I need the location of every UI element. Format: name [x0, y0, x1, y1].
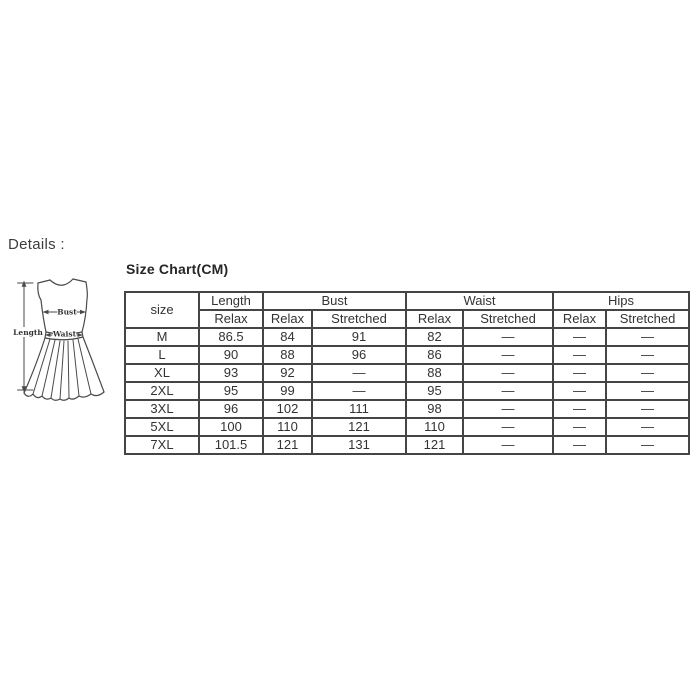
value-cell: — — [463, 346, 553, 364]
size-cell: L — [125, 346, 199, 364]
value-cell: 121 — [406, 436, 463, 454]
subheader-hips-relax: Relax — [553, 310, 606, 328]
value-cell: 84 — [263, 328, 312, 346]
value-cell: 102 — [263, 400, 312, 418]
value-cell: — — [463, 382, 553, 400]
value-cell: — — [553, 364, 606, 382]
value-cell: 86.5 — [199, 328, 263, 346]
value-cell: — — [553, 400, 606, 418]
value-cell: 96 — [199, 400, 263, 418]
value-cell: 131 — [312, 436, 406, 454]
size-chart-title: Size Chart(CM) — [126, 261, 229, 277]
value-cell: — — [553, 436, 606, 454]
table-row — [125, 364, 689, 382]
header-group-length: Length — [199, 292, 263, 310]
value-cell: 86 — [406, 346, 463, 364]
value-cell: — — [606, 328, 689, 346]
value-cell: 99 — [263, 382, 312, 400]
subheader-waist-relax: Relax — [406, 310, 463, 328]
value-cell: 92 — [263, 364, 312, 382]
table-row — [125, 400, 689, 418]
subheader-hips-stretched: Stretched — [606, 310, 689, 328]
header-group-bust: Bust — [263, 292, 406, 310]
subheader-waist-stretched: Stretched — [463, 310, 553, 328]
table-row — [125, 382, 689, 400]
waist-label: Waist — [52, 329, 77, 339]
value-cell: — — [463, 328, 553, 346]
header-size: size — [125, 292, 199, 328]
value-cell: 110 — [263, 418, 312, 436]
value-cell: 110 — [406, 418, 463, 436]
value-cell: — — [553, 346, 606, 364]
subheader-length-relax: Relax — [199, 310, 263, 328]
header-group-waist: Waist — [406, 292, 553, 310]
value-cell: — — [606, 400, 689, 418]
value-cell: — — [312, 364, 406, 382]
value-cell: — — [606, 382, 689, 400]
dress-measurement-diagram — [6, 266, 116, 401]
value-cell: 121 — [263, 436, 312, 454]
table-row — [125, 346, 689, 364]
value-cell: — — [463, 436, 553, 454]
value-cell: — — [463, 418, 553, 436]
table-row — [125, 418, 689, 436]
length-label: Length — [13, 328, 43, 337]
value-cell: 95 — [199, 382, 263, 400]
value-cell: 101.5 — [199, 436, 263, 454]
value-cell: — — [553, 328, 606, 346]
bust-label: Bust — [57, 307, 77, 317]
value-cell: — — [606, 418, 689, 436]
value-cell: 93 — [199, 364, 263, 382]
details-label: Details : — [8, 236, 65, 253]
value-cell: — — [553, 418, 606, 436]
value-cell: 121 — [312, 418, 406, 436]
size-cell: XL — [125, 364, 199, 382]
value-cell: — — [312, 382, 406, 400]
table-row — [125, 436, 689, 454]
value-cell: 82 — [406, 328, 463, 346]
value-cell: — — [463, 364, 553, 382]
value-cell: 95 — [406, 382, 463, 400]
value-cell: — — [553, 382, 606, 400]
value-cell: — — [606, 364, 689, 382]
value-cell: — — [463, 400, 553, 418]
value-cell: 98 — [406, 400, 463, 418]
size-chart-table — [124, 291, 690, 455]
value-cell: 90 — [199, 346, 263, 364]
value-cell: 88 — [263, 346, 312, 364]
dress-outline — [24, 279, 104, 400]
value-cell: 88 — [406, 364, 463, 382]
size-cell: 2XL — [125, 382, 199, 400]
header-sub-row — [125, 310, 689, 328]
size-cell: 7XL — [125, 436, 199, 454]
subheader-bust-relax: Relax — [263, 310, 312, 328]
value-cell: — — [606, 436, 689, 454]
header-group-row — [125, 292, 689, 310]
table-row — [125, 328, 689, 346]
subheader-bust-stretched: Stretched — [312, 310, 406, 328]
size-cell: M — [125, 328, 199, 346]
value-cell: 100 — [199, 418, 263, 436]
value-cell: 96 — [312, 346, 406, 364]
value-cell: 91 — [312, 328, 406, 346]
size-cell: 3XL — [125, 400, 199, 418]
value-cell: 111 — [312, 400, 406, 418]
header-group-hips: Hips — [553, 292, 689, 310]
size-cell: 5XL — [125, 418, 199, 436]
value-cell: — — [606, 346, 689, 364]
